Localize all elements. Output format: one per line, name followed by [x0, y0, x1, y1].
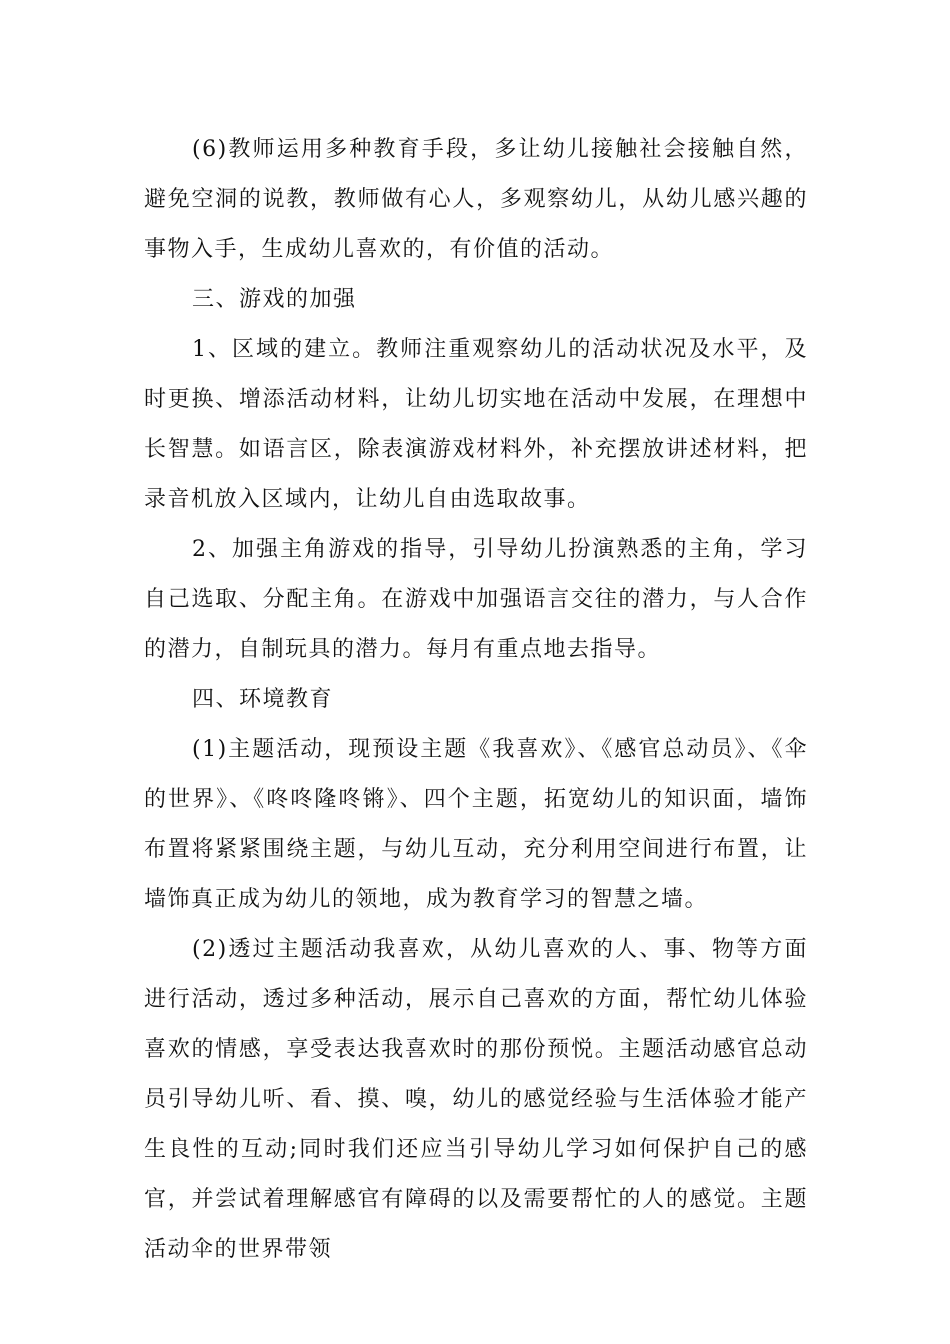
paragraph-role-play: 2、加强主角游戏的指导，引导幼儿扮演熟悉的主角，学习自己选取、分配主角。在游戏中加强语言交往的潜力，与人合作的潜力，自制玩具的潜力。每月有重点地去指导。	[144, 537, 808, 662]
document-body	[144, 125, 808, 1275]
section-heading-games: 三、游戏的加强	[192, 287, 357, 312]
paragraph-area-setup: 1、区域的建立。教师注重观察幼儿的活动状况及水平，及时更换、增添活动材料，让幼儿切实地在活动中发展，在理想中长智慧。如语言区，除表演游戏材料外，补充摆放讲述材料，把录音机放入区域内，让幼儿自由选取故事。	[144, 337, 808, 512]
section-heading-environment: 四、环境教育	[192, 687, 334, 712]
paragraph-i-like-theme: (2)透过主题活动我喜欢，从幼儿喜欢的人、事、物等方面进行活动，透过多种活动，展示自己喜欢的方面，帮忙幼儿体验喜欢的情感，享受表达我喜欢时的那份预悦。主题活动感官总动员引导幼儿听、看、摸、嗅，幼儿的感觉经验与生活体验才能产生良性的互动;同时我们还应当引导幼儿学习如何保护自己的感官，并尝试着理解感官有障碍的以及需要帮忙的人的感觉。主题活动伞的世界带领	[144, 937, 808, 1262]
paragraph-teaching-methods: (6)教师运用多种教育手段，多让幼儿接触社会接触自然，避免空洞的说教，教师做有心人，多观察幼儿，从幼儿感兴趣的事物入手，生成幼儿喜欢的，有价值的活动。	[144, 137, 808, 262]
paragraph-theme-activities: (1)主题活动，现预设主题《我喜欢》、《感官总动员》、《伞的世界》、《咚咚隆咚锵》、四个主题，拓宽幼儿的知识面，墙饰布置将紧紧围绕主题，与幼儿互动，充分利用空间进行布置，让墙饰真正成为幼儿的领地，成为教育学习的智慧之墙。	[144, 737, 808, 912]
